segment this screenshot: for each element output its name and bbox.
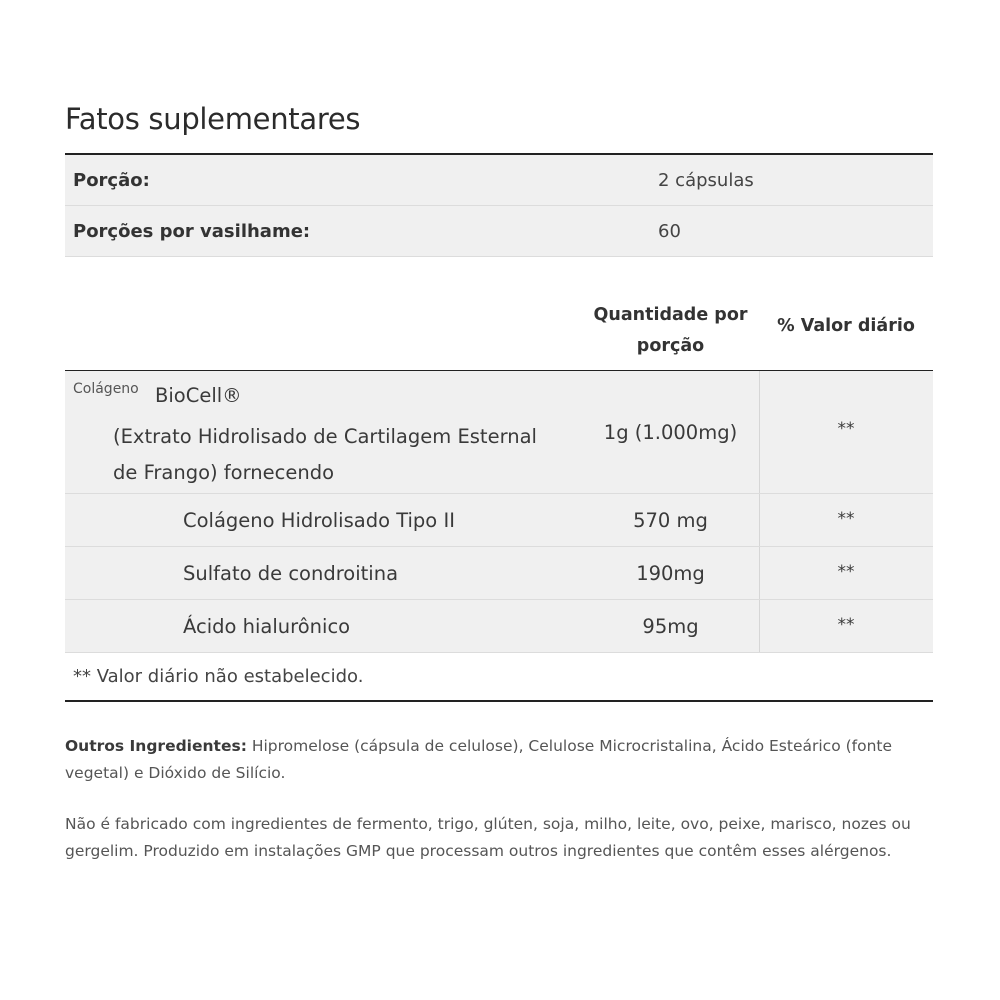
allergen-statement: Não é fabricado com ingredientes de fermento, trigo, glúten, soja, milho, leite, ovo, peixe, marisco, nozes ou gergelim. Produzido em instalações GMP que processam outros ingredientes que contêm esses alérgenos. [65, 815, 911, 860]
amount-header-line1: Quantidade por [593, 305, 748, 325]
amount-per-serving-header [588, 300, 753, 362]
nutrient-table-header [65, 290, 933, 372]
nutrient-amount: 95mg [642, 615, 699, 638]
nutrient-table [65, 371, 933, 653]
servings-per-container-label: Porções por vasilhame: [73, 221, 311, 242]
nutrient-daily-value: ** [837, 615, 855, 635]
nutrient-amount: 570 mg [633, 509, 708, 532]
nutrient-amount: 1g (1.000mg) [603, 421, 738, 444]
serving-size-row [65, 155, 933, 206]
serving-size-value: 2 cápsulas [658, 170, 754, 191]
nutrient-name: Ácido hialurônico [183, 615, 351, 638]
daily-value-header: % Valor diário [777, 316, 915, 336]
daily-value-footnote: ** Valor diário não estabelecido. [73, 666, 364, 687]
table-row [65, 371, 933, 494]
other-ingredients [65, 733, 925, 787]
serving-size-label: Porção: [73, 170, 150, 191]
nutrient-description-line1: (Extrato Hidrolisado de Cartilagem Esternal [113, 425, 537, 448]
nutrient-brand: BioCell® [155, 384, 242, 407]
nutrient-daily-value: ** [837, 562, 855, 582]
nutrient-amount: 190mg [636, 562, 705, 585]
table-row [65, 494, 933, 547]
daily-value-footnote-row [65, 652, 933, 702]
nutrient-daily-value: ** [837, 509, 855, 529]
page-title: Fatos suplementares [65, 102, 361, 136]
nutrient-name: Sulfato de condroitina [183, 562, 399, 585]
table-row [65, 547, 933, 600]
nutrient-daily-value: ** [837, 419, 855, 439]
nutrient-name: Colágeno Hidrolisado Tipo II [183, 509, 455, 532]
other-ingredients-label: Outros Ingredientes: [65, 737, 247, 755]
servings-per-container-row [65, 206, 933, 257]
servings-per-container-value: 60 [658, 221, 681, 242]
other-ingredients-text: Hipromelose (cápsula de celulose), Celulose Microcristalina, Ácido Esteárico (fonte vegetal) e Dióxido de Silício. [65, 737, 893, 782]
table-row [65, 600, 933, 653]
nutrient-prefix: Colágeno [73, 381, 139, 397]
nutrient-description [113, 419, 593, 491]
amount-header-line2: porção [636, 336, 705, 356]
serving-info-table [65, 153, 933, 257]
nutrient-description-line2: de Frango) fornecendo [113, 461, 335, 484]
